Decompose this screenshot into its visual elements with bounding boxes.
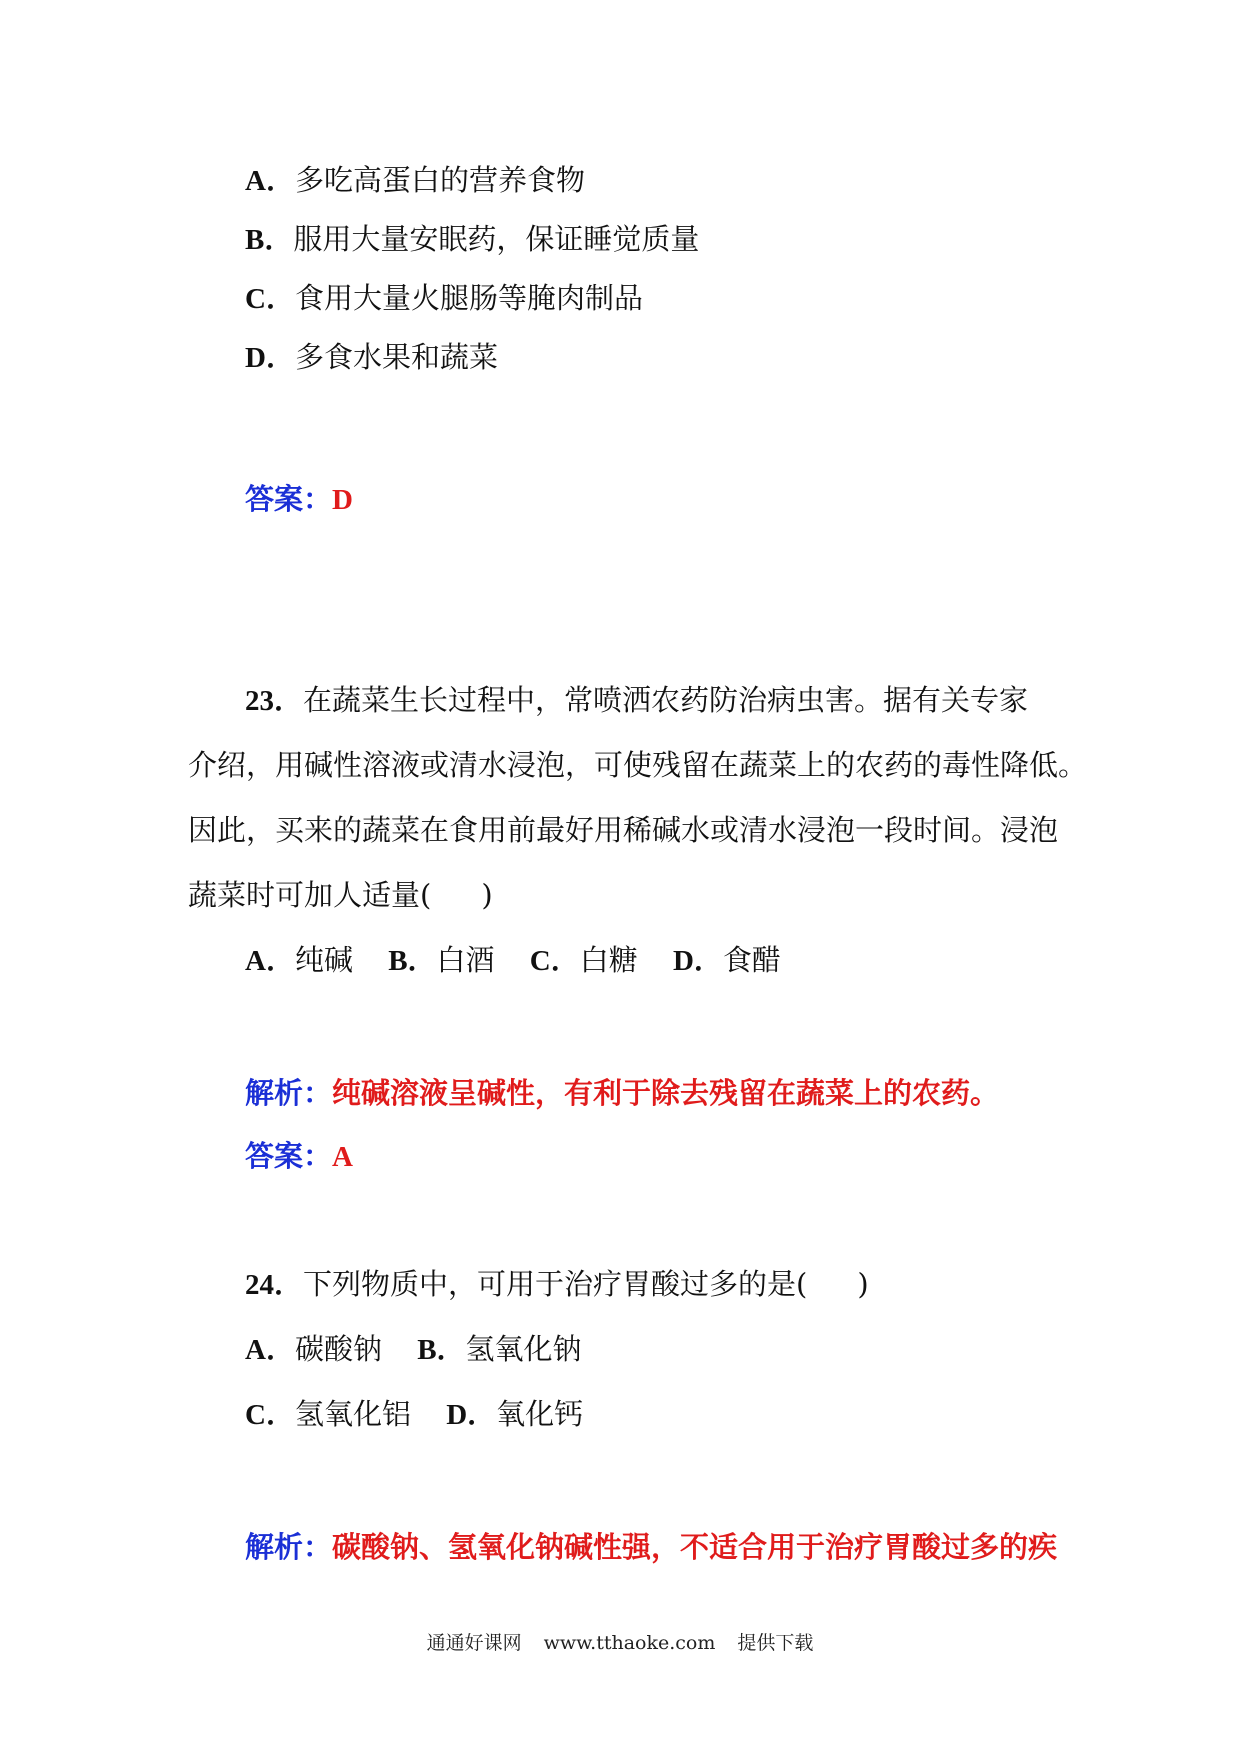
q23-stem-line-2: 介绍，用碱性溶液或清水浸泡，可使残留在蔬菜上的农药的毒性降低。 bbox=[188, 748, 1088, 782]
option-text: 氧化钙 bbox=[496, 1397, 584, 1431]
page-footer bbox=[0, 1630, 1240, 1656]
option-text: 食用大量火腿肠等腌肉制品 bbox=[294, 281, 643, 315]
q24-options-row-1 bbox=[245, 1329, 582, 1370]
option-text: 氢氧化钠 bbox=[465, 1332, 582, 1366]
stem-text: 在蔬菜生长过程中，常喷洒农药防治病虫害。据有关专家 bbox=[303, 683, 1029, 717]
option-text: 氢氧化铝 bbox=[294, 1397, 411, 1431]
question-number: 24． bbox=[245, 1269, 304, 1301]
option-label: A． bbox=[245, 165, 295, 197]
option-label: A． bbox=[245, 1334, 295, 1366]
option-text: 食醋 bbox=[722, 943, 781, 977]
option-label: B． bbox=[388, 945, 437, 977]
analysis-label: 解析： bbox=[245, 1076, 333, 1110]
option-text: 碳酸钠 bbox=[294, 1332, 382, 1366]
answer-label: 答案： bbox=[245, 1139, 333, 1173]
q22-answer bbox=[245, 479, 353, 520]
q22-option-b bbox=[245, 219, 699, 260]
q23-answer bbox=[245, 1136, 353, 1177]
close-paren: ) bbox=[857, 1267, 869, 1301]
option-text: 多食水果和蔬菜 bbox=[294, 340, 498, 374]
option-label: B． bbox=[417, 1334, 466, 1366]
option-label: D． bbox=[446, 1399, 497, 1431]
analysis-label: 解析： bbox=[245, 1530, 333, 1564]
footer-suffix: 提供下载 bbox=[737, 1632, 814, 1654]
q23-options bbox=[245, 940, 781, 981]
option-label: D． bbox=[245, 342, 295, 374]
q22-option-a bbox=[245, 160, 585, 201]
stem-text: 下列物质中，可用于治疗胃酸过多的是( bbox=[303, 1267, 808, 1301]
q23-analysis bbox=[245, 1073, 999, 1113]
option-label: C． bbox=[529, 945, 580, 977]
q23-stem-line-4 bbox=[188, 875, 493, 915]
q24-analysis bbox=[245, 1527, 1057, 1567]
option-label: B． bbox=[245, 224, 294, 256]
q23-stem-line-3: 因此，买来的蔬菜在食用前最好用稀碱水或清水浸泡一段时间。浸泡 bbox=[188, 813, 1059, 847]
answer-value: A bbox=[332, 1141, 353, 1173]
analysis-text: 纯碱溶液呈碱性，有利于除去残留在蔬菜上的农药。 bbox=[332, 1076, 1000, 1110]
q23-stem-line-1 bbox=[245, 680, 1028, 721]
q22-option-c bbox=[245, 278, 643, 319]
q22-option-d bbox=[245, 337, 498, 378]
option-label: C． bbox=[245, 1399, 295, 1431]
option-text: 服用大量安眠药，保证睡觉质量 bbox=[293, 222, 700, 256]
option-text: 白酒 bbox=[436, 943, 495, 977]
analysis-text: 碳酸钠、氢氧化钠碱性强，不适合用于治疗胃酸过多的疾 bbox=[332, 1530, 1058, 1564]
option-text: 纯碱 bbox=[294, 943, 353, 977]
option-text: 白糖 bbox=[579, 943, 638, 977]
footer-site-name: 通通好课网 bbox=[426, 1632, 522, 1654]
option-label: D． bbox=[672, 945, 723, 977]
option-label: C． bbox=[245, 283, 295, 315]
q24-stem bbox=[245, 1264, 869, 1305]
footer-url[interactable]: www.tthaoke.com bbox=[543, 1632, 716, 1654]
answer-label: 答案： bbox=[245, 482, 333, 516]
answer-value: D bbox=[332, 484, 353, 516]
question-number: 23． bbox=[245, 685, 304, 717]
option-text: 多吃高蛋白的营养食物 bbox=[294, 163, 585, 197]
q24-options-row-2 bbox=[245, 1394, 583, 1435]
stem-text: 蔬菜时可加人适量( bbox=[188, 878, 432, 912]
option-label: A． bbox=[245, 945, 295, 977]
close-paren: ) bbox=[481, 878, 493, 912]
